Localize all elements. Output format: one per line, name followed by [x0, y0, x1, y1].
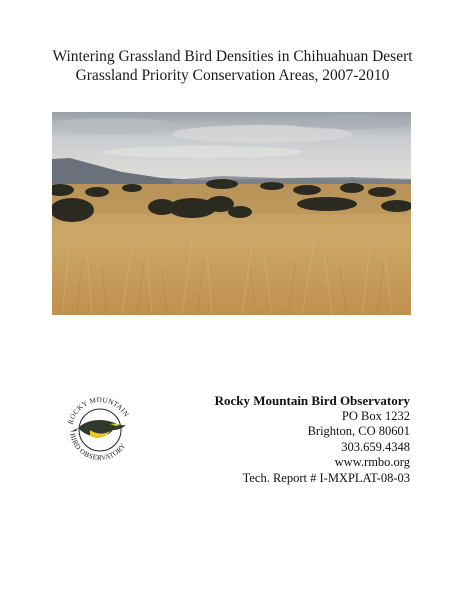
website-link[interactable]: www.rmbo.org [334, 455, 410, 470]
rmbo-logo [60, 388, 140, 468]
logo-ring-text-top: ROCKY MOUNTAIN [66, 395, 131, 426]
tech-report-number: Tech. Report # I-MXPLAT-08-03 [242, 470, 410, 485]
grassland-photo [52, 112, 411, 315]
contact-block [170, 393, 410, 487]
po-box: PO Box 1232 [341, 408, 410, 423]
city-state-zip: Brighton, CO 80601 [307, 424, 410, 439]
report-title-line-2: Grassland Priority Conservation Areas, 2007-2010 [75, 67, 390, 84]
report-title-line-1: Wintering Grassland Bird Densities in Chihuahuan Desert [52, 48, 413, 65]
logo-ring-text-bottom: BIRD OBSERVATORY [68, 432, 128, 463]
report-title [20, 47, 445, 85]
phone-number: 303.659.4348 [341, 439, 410, 454]
organization-name: Rocky Mountain Bird Observatory [214, 393, 410, 408]
